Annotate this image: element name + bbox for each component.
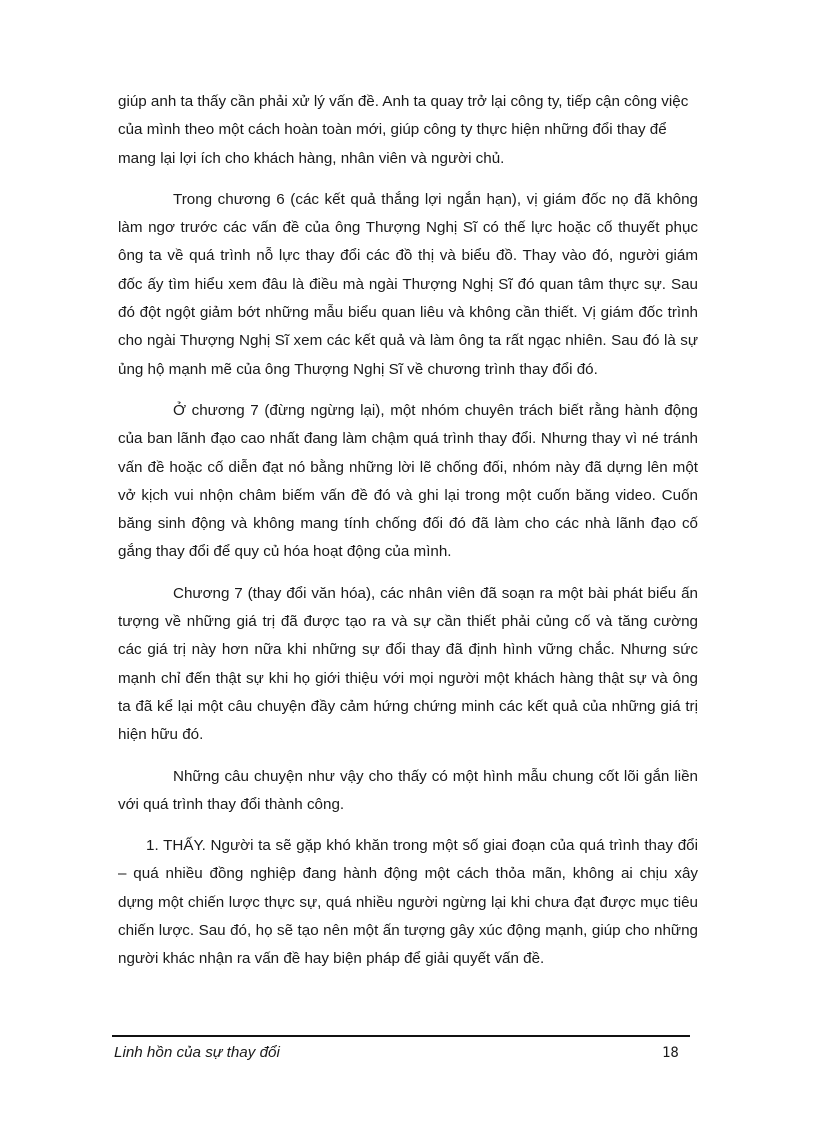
paragraph-chapter-6: Trong chương 6 (các kết quả thắng lợi ngắn hạn), vị giám đốc nọ đã không làm ngơ trước các vấn đề của ông Thượng Nghị Sĩ có thế lực hoặc cố thuyết phục ông ta về quá trình nỗ lực thay đổi các đồ thị và biểu đồ. Thay vào đó, người giám đốc ấy tìm hiểu xem đâu là điều mà ngài Thượng Nghị Sĩ đó quan tâm thực sự. Sau đó đột ngột giảm bớt những mẫu biểu quan liêu và không cần thiết. Vị giám đốc trình cho ngài Thượng Nghị Sĩ xem các kết quả và làm ông ta rất ngạc nhiên. Sau đó là sự ủng hộ mạnh mẽ của ông Thượng Nghị Sĩ về chương trình thay đổi đó.: [118, 190, 698, 378]
paragraph-chapter-7-culture: Chương 7 (thay đổi văn hóa), các nhân viên đã soạn ra một bài phát biểu ấn tượng về những giá trị đã được tạo ra và sự cần thiết phải củng cố và tăng cường các giá trị này hơn nữa khi những sự đổi thay đã định hình vững chắc. Nhưng sức mạnh chỉ đến thật sự khi họ giới thiệu với mọi người một khách hàng thật sự và ông ta đã kể lại một câu chuyện đầy cảm hứng chứng minh các kết quả của những giá trị hiện hữu đó.: [118, 584, 698, 744]
list-item-see: 1. THẤY. Người ta sẽ gặp khó khăn trong một số giai đoạn của quá trình thay đổi – quá nhiều đồng nghiệp đang hành động một cách thỏa mãn, không ai chịu xây dựng một chiến lược thực sự, quá nhiều người ngừng lại khi chưa đạt được mục tiêu chiến lược. Sau đó, họ sẽ tạo nên một ấn tượng gây xúc động mạnh, giúp cho những người khác nhận ra vấn đề hay biện pháp để giải quyết vấn đề.: [118, 837, 698, 968]
body-text: [118, 88, 698, 987]
paragraph-intro: giúp anh ta thấy cần phải xử lý vấn đề. Anh ta quay trở lại công ty, tiếp cận công việc của mình theo một cách hoàn toàn mới, giúp công ty thực hiện những đổi thay để mang lại lợi ích cho khách hàng, nhân viên và người chủ.: [118, 93, 689, 167]
paragraph-chapter-7-dont-stop: Ở chương 7 (đừng ngừng lại), một nhóm chuyên trách biết rằng hành động của ban lãnh đạo cao nhất đang làm chậm quá trình thay đổi. Nhưng thay vì né tránh vấn đề hoặc cố diễn đạt nó bằng những lời lẽ chống đối, nhóm này đã dựng lên một vở kịch vui nhộn châm biếm vấn đề đó và ghi lại trong một cuốn băng video. Cuốn băng sinh động và không mang tính chống đối đó đã làm cho các nhà lãnh đạo cố gắng thay đổi để quy củ hóa hoạt động của mình.: [118, 401, 698, 561]
page-number: 18: [662, 1045, 679, 1061]
footer-divider: [112, 1035, 690, 1037]
paragraph-pattern: Những câu chuyện như vậy cho thấy có một hình mẫu chung cốt lõi gắn liền với quá trình thay đổi thành công.: [118, 767, 698, 813]
footer-book-title: Linh hồn của sự thay đổi: [114, 1044, 280, 1061]
